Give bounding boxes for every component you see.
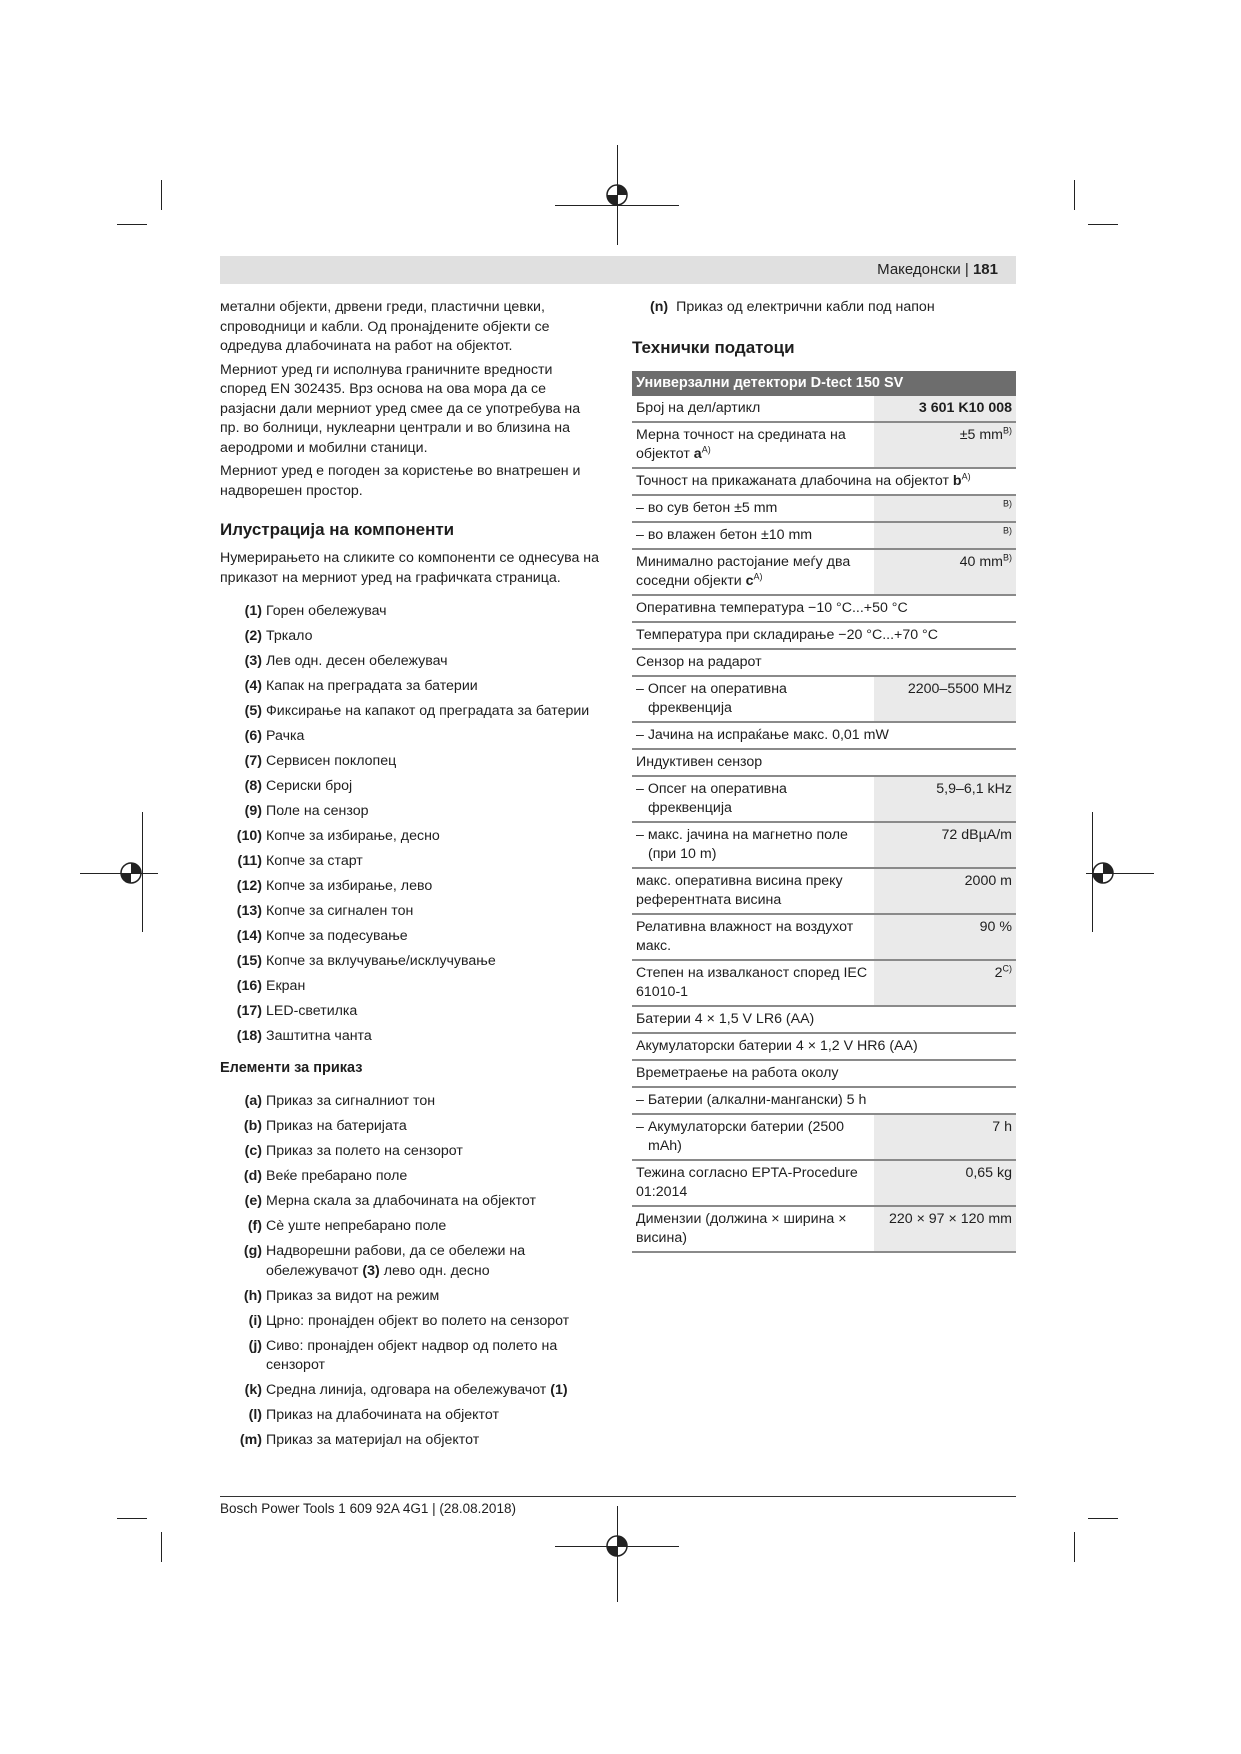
list-item: (a) Приказ за сигналниот тон xyxy=(244,1093,436,1109)
table-row: – Опсег на оперативна фреквенција 2200–5500 MHz xyxy=(632,676,1016,722)
list-item: (i) Црно: пронајден објект во полето на сензорот xyxy=(248,1312,570,1329)
crop-mark xyxy=(117,224,147,225)
list-item: (2) Тркало xyxy=(244,628,313,644)
table-header-row xyxy=(632,371,1016,396)
table-row: Број на дел/артикл 3 601 K10 008 xyxy=(632,396,1016,422)
table-row: – Батерии (алкални-мангански) 5 h xyxy=(632,1087,1016,1114)
list-item: (17) LED-светилка xyxy=(236,1003,358,1019)
list-item: (f) Сè уште непребарано поле xyxy=(247,1218,447,1234)
paragraph: Мерниот уред ги исполнува граничните вредности според EN 302435. Врз основа на ова мора да се разјасни дали мерниот уред смее да се употребува на пр. во болници, нуклеарни централи и во близина на аеродроми и мобилни станици. xyxy=(220,361,581,456)
footer-text: Bosch Power Tools 1 609 92A 4G1 | (28.08.2018) xyxy=(220,1501,516,1516)
table-row: Акумулаторски батерии 4 × 1,2 V HR6 (AA) xyxy=(632,1033,1016,1060)
list-item: (9) Поле на сензор xyxy=(244,803,369,819)
list-item: (18) Заштитна чанта xyxy=(236,1028,372,1044)
header-language: Македонски xyxy=(877,261,961,278)
crop-mark xyxy=(1074,180,1075,210)
crop-mark xyxy=(1088,224,1118,225)
table-row: Мерна точност на средината на објектот $a^{A)}$ ±5 $mm^{B)}$ xyxy=(632,422,1016,468)
table-row: – во влажен бетон ±10 mm $^{B)}$ xyxy=(632,522,1016,549)
list-item: (13) Копче за сигнален тон xyxy=(236,903,414,919)
right-column xyxy=(632,298,1016,1253)
table-row: Степен на извалканост според IEC 61010-1 $2^{C)}$ xyxy=(632,960,1016,1006)
list-item: (16) Екран xyxy=(236,978,306,994)
header-text: Македонски | 181 xyxy=(877,261,998,278)
table-row: Точност на прикажаната длабочина на објектот $b^{A)}$ xyxy=(632,468,1016,495)
list-item: (8) Сериски број xyxy=(244,778,353,794)
list-item: (14) Копче за подесување xyxy=(236,928,408,944)
list-item: (1) Горен обележувач xyxy=(244,603,387,619)
registration-mark-icon xyxy=(119,861,143,885)
table-row: – макс. јачина на магнетно поле (при 10 m) 72 dBµA/m xyxy=(632,822,1016,868)
section-heading: Технички податоци xyxy=(632,337,795,357)
list-item: (e) Мерна скала за длабочината на објектот xyxy=(244,1193,536,1209)
list-item: (h) Приказ за видот на режим xyxy=(243,1287,440,1304)
registration-mark-icon xyxy=(1091,861,1115,885)
crop-mark xyxy=(161,180,162,210)
table-row: Индуктивен сензор xyxy=(632,749,1016,776)
table-row: Температура при складирање −20 °C...+70 °C xyxy=(632,622,1016,649)
list-item: (m) Приказ за материјал на објектот xyxy=(239,1432,480,1448)
list-item: (15) Копче за вклучување/исклучување xyxy=(236,953,496,969)
footer-rule xyxy=(220,1496,1016,1497)
table-row: Оперативна температура −10 °C...+50 °C xyxy=(632,595,1016,622)
list-item: (3) Лев одн. десен обележувач xyxy=(244,653,448,669)
table-row: – Опсег на оперативна фреквенција 5,9–6,1 kHz xyxy=(632,776,1016,822)
left-column xyxy=(220,298,600,1456)
list-item: (k) Средна линија, одговара на обележувачот (1) xyxy=(244,1382,568,1398)
list-item: (l) Приказ на длабочината на објектот xyxy=(248,1407,499,1423)
list-item: (11) Копче за старт xyxy=(237,853,363,869)
table-row: Времетраење на работа околу xyxy=(632,1060,1016,1087)
subsection-heading: Елементи за приказ xyxy=(220,1059,363,1076)
registration-mark-icon xyxy=(605,183,629,207)
components-list xyxy=(220,602,600,1047)
table-row: Батерии 4 × 1,5 V LR6 (AA) xyxy=(632,1006,1016,1033)
list-item: (7) Сервисен поклопец xyxy=(244,753,397,769)
table-row: Минимално растојание меѓу два соседни објекти $c^{A)}$ 40 $mm^{B)}$ xyxy=(632,549,1016,595)
table-row: Сензор на радарот xyxy=(632,649,1016,676)
crop-mark xyxy=(1088,1518,1118,1519)
crop-mark xyxy=(117,1518,147,1519)
list-item: (4) Капак на преградата за батерии xyxy=(244,678,478,694)
list-item: (6) Рачка xyxy=(244,728,305,744)
page-header xyxy=(220,256,1016,284)
paragraph: метални објекти, дрвени греди, пластични цевки, спроводници и кабли. Од пронајдените објекти се одредува длабочината на работ на објектот. xyxy=(220,299,550,354)
table-row: – во сув бетон ±5 mm $^{B)}$ xyxy=(632,495,1016,522)
registration-mark-icon xyxy=(605,1534,629,1558)
section-heading: Илустрација на компоненти xyxy=(220,520,455,539)
table-row: – Акумулаторски батерии (2500 mAh) 7 h xyxy=(632,1114,1016,1160)
specs-table xyxy=(632,371,1016,1253)
table-row: Тежина согласно EPTA-Procedure 01:2014 0,65 kg xyxy=(632,1160,1016,1206)
crop-mark xyxy=(161,1532,162,1562)
table-row: Димензии (должина × ширина × висина) 220 × 97 × 120 mm xyxy=(632,1206,1016,1252)
table-row: макс. оперативна висина преку референтната висина 2000 m xyxy=(632,868,1016,914)
list-item: (10) Копче за избирање, десно xyxy=(236,828,440,844)
paragraph: Мерниот уред е погоден за користење во внатрешен и надворешен простор. xyxy=(220,463,581,499)
list-item: (g) Надворешни рабови, да се обележи на обележувачот (3) лево одн. десно xyxy=(243,1243,526,1279)
list-item: (n) Приказ од електрични кабли под напон xyxy=(650,299,935,315)
paragraph: Нумерирањето на сликите со компоненти се однесува на приказот на мерниот уред на графичката страница. xyxy=(220,550,600,586)
list-item: (d) Веќе пребарано поле xyxy=(243,1168,408,1184)
list-item: (5) Фиксирање на капакот од преградата за батерии xyxy=(244,703,590,719)
list-item: (c) Приказ за полето на сензорот xyxy=(244,1143,463,1159)
list-item: (b) Приказ на батеријата xyxy=(243,1118,407,1134)
display-list xyxy=(220,1092,600,1451)
list-item: (12) Копче за избирање, лево xyxy=(236,878,433,894)
page-number: 181 xyxy=(972,261,998,278)
list-item: (j) Сиво: пронајден објект надвор од полето на сензорот xyxy=(248,1337,558,1373)
crop-mark xyxy=(1074,1532,1075,1562)
table-row: Релативна влажност на воздухот макс. 90 % xyxy=(632,914,1016,960)
table-title: Универзални детектори D-tect 150 SV xyxy=(632,371,1016,396)
table-row: – Јачина на испраќање макс. 0,01 mW xyxy=(632,722,1016,749)
